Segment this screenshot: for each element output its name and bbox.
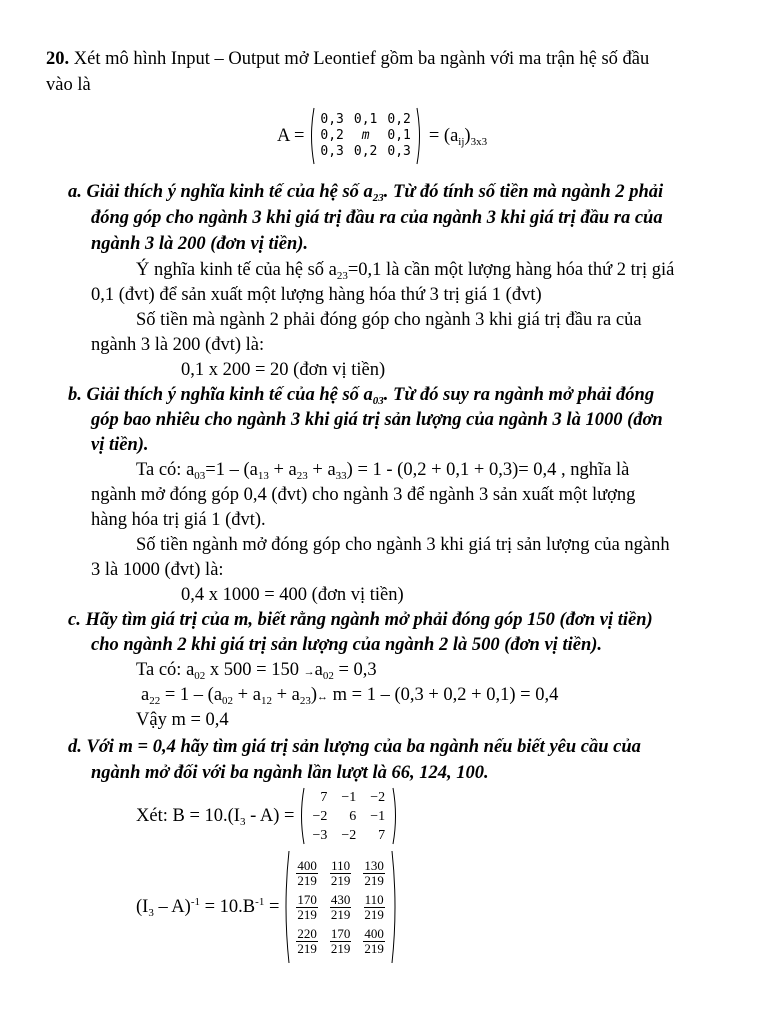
subscript: 03 <box>194 470 206 482</box>
part-a-answer-line-3: Số tiền mà ngành 2 phải đóng góp cho ngành 3 khi giá trị đầu ra của <box>136 310 642 330</box>
right-paren <box>416 107 423 165</box>
sub: 03 <box>372 395 384 407</box>
part-b-answer-line-5: 3 là 1000 (đvt) là: <box>91 560 224 580</box>
superscript: -1 <box>190 895 200 908</box>
subscript: 23 <box>299 695 311 707</box>
fraction-denominator: 219 <box>330 907 351 922</box>
subscript: 23 <box>296 470 308 482</box>
rhs-dim: 3x3 <box>470 135 488 148</box>
text: . Từ đó tính số tiền mà ngành 2 phải <box>383 182 664 202</box>
matrix-cell <box>324 856 358 890</box>
text: x 500 = 150 <box>205 660 304 680</box>
text: + a <box>233 685 261 705</box>
matrix-b-lhs <box>136 806 294 827</box>
problem-intro-line-1 <box>46 47 649 71</box>
sub: 23 <box>372 192 384 204</box>
fraction <box>330 893 352 922</box>
text: Xét: B = 10.(I <box>136 805 240 826</box>
sub: 23 <box>336 270 348 282</box>
part-c-conclusion: Vậy m = 0,4 <box>136 710 229 730</box>
fraction-denominator: 219 <box>297 941 317 956</box>
subscript: 3 <box>148 906 154 919</box>
matrix-cell: m <box>361 128 370 143</box>
rhs-close: ) <box>464 125 471 146</box>
matrix-cell: 0,1 <box>387 128 411 143</box>
subscript: 02 <box>322 670 334 682</box>
subscript: 33 <box>335 470 347 482</box>
matrix-cell <box>324 924 358 958</box>
fraction-numerator: 400 <box>297 858 317 873</box>
part-a-answer-line-2: 0,1 (đvt) để sản xuất một lượng hàng hóa thứ 3 trị giá 1 (đvt) <box>91 285 542 305</box>
matrix-cell: 6 <box>349 808 357 824</box>
problem-intro-line-2: vào là <box>46 75 91 95</box>
text: = 1 – (a <box>160 685 223 705</box>
matrix-a <box>315 112 415 160</box>
superscript: -1 <box>255 895 265 908</box>
text: ) <box>310 685 318 705</box>
inverse-matrix-equation <box>136 850 398 964</box>
text: b. Giải thích ý nghĩa kinh tế của hệ số a <box>68 385 373 405</box>
text: + a <box>271 685 300 705</box>
text: → <box>303 666 315 678</box>
text: - A) = <box>245 805 295 826</box>
fraction-denominator: 219 <box>330 941 351 956</box>
part-a-question-line-2: đóng góp cho ngành 3 khi giá trị đầu ra của ngành 3 khi giá trị đầu ra của <box>91 208 663 228</box>
part-c-question-line-2: cho ngành 2 khi giá trị sản lượng của ngành 2 là 500 (đơn vị tiền). <box>91 635 603 655</box>
matrix-cell: 0,3 <box>320 112 344 127</box>
part-c-answer-line-1 <box>136 658 377 684</box>
matrix-cell: −1 <box>370 808 386 824</box>
fraction-numerator: 110 <box>364 892 384 907</box>
rhs-text: = (a <box>428 125 459 146</box>
subscript: 12 <box>260 695 272 707</box>
subscript: 22 <box>149 695 161 707</box>
matrix-cell: 0,3 <box>387 144 411 159</box>
part-c-question-line-1: c. Hãy tìm giá trị của m, biết rằng ngành mở phải đóng góp 150 (đơn vị tiền) <box>68 610 653 630</box>
part-b-answer-line-1 <box>136 458 629 482</box>
matrix-cell <box>357 890 391 924</box>
part-a-calculation: 0,1 x 200 = 20 (đơn vị tiền) <box>181 360 386 380</box>
rhs-sub: ij <box>458 135 465 148</box>
matrix-cell <box>290 924 324 958</box>
text: – A) <box>153 896 191 917</box>
fraction <box>330 859 352 888</box>
matrix-cell: 0,2 <box>387 112 411 127</box>
text: = 10.B <box>200 896 256 917</box>
part-b-answer-line-4: Số tiền ngành mở đóng góp cho ngành 3 khi giá trị sản lượng của ngành <box>136 535 670 555</box>
fraction-denominator: 219 <box>297 907 317 922</box>
text: m = 1 – (0,3 + 0,2 + 0,1) = 0,4 <box>328 685 559 705</box>
text: . Từ đó suy ra ngành mở phải đóng <box>383 385 655 405</box>
matrix-cell <box>324 890 358 924</box>
fraction-denominator: 219 <box>364 907 384 922</box>
inverse-lhs <box>136 897 279 918</box>
matrix-a-equation <box>277 107 487 165</box>
matrix-cell <box>290 890 324 924</box>
fraction <box>363 927 385 956</box>
part-a-question-line-3: ngành 3 là 200 (đơn vị tiền). <box>91 234 309 254</box>
part-a-question-line-1 <box>68 180 663 204</box>
part-b-question-line-2: góp bao nhiêu cho ngành 3 khi giá trị sản lượng của ngành 3 là 1000 (đơn <box>91 410 663 430</box>
text: = 0,3 <box>333 660 377 680</box>
matrix-cell: −2 <box>370 789 386 805</box>
problem-intro-text: Xét mô hình Input – Output mở Leontief gồm ba ngành với ma trận hệ số đầu <box>69 49 650 69</box>
matrix-cell: 0,2 <box>320 128 344 143</box>
fraction <box>296 893 318 922</box>
matrix-a-rhs <box>429 126 487 147</box>
matrix-b-equation <box>136 787 399 845</box>
part-b-answer-line-3: hàng hóa trị giá 1 (đvt). <box>91 510 266 530</box>
left-paren <box>298 787 305 845</box>
matrix-cell <box>290 856 324 890</box>
part-b-question-line-3: vị tiền). <box>91 435 149 455</box>
part-d-question-line-1: d. Với m = 0,4 hãy tìm giá trị sản lượng của ba ngành nếu biết yêu cầu của <box>68 737 641 757</box>
matrix-cell <box>357 856 391 890</box>
text: Ý nghĩa kinh tế của hệ số a <box>136 260 337 280</box>
fraction-denominator: 219 <box>364 941 384 956</box>
matrix-cell: −1 <box>341 789 357 805</box>
text: a. Giải thích ý nghĩa kinh tế của hệ số a <box>68 182 373 202</box>
matrix-cell: 7 <box>320 789 328 805</box>
text: Ta có: a <box>136 460 195 480</box>
fraction-numerator: 430 <box>330 892 351 907</box>
text: a <box>141 685 150 705</box>
matrix-cell <box>357 924 391 958</box>
matrix-cell: −2 <box>312 808 328 824</box>
part-a-answer-line-1 <box>136 258 674 282</box>
problem-number: 20. <box>46 49 70 69</box>
matrix-cell: 7 <box>378 827 386 843</box>
fraction <box>296 927 318 956</box>
fraction <box>363 893 385 922</box>
text: Ta có: a <box>136 660 195 680</box>
fraction-numerator: 400 <box>364 926 384 941</box>
subscript: 02 <box>222 695 234 707</box>
text: =1 – (a <box>205 460 258 480</box>
fraction <box>363 859 385 888</box>
text: + a <box>268 460 297 480</box>
part-b-answer-line-2: ngành mở đóng góp 0,4 (đvt) cho ngành 3 để ngành 3 sản xuất một lượng <box>91 485 636 505</box>
part-b-question-line-1 <box>68 383 654 407</box>
fraction-denominator: 219 <box>364 873 384 888</box>
part-d-question-line-2: ngành mở đối với ba ngành lần lượt là 66, 124, 100. <box>91 763 489 783</box>
right-paren <box>391 850 398 964</box>
fraction-numerator: 110 <box>331 858 351 873</box>
fraction-denominator: 219 <box>297 873 317 888</box>
right-paren <box>392 787 399 845</box>
left-paren <box>283 850 290 964</box>
matrix-cell: 0,3 <box>320 144 344 159</box>
matrix-cell: 0,1 <box>353 112 378 127</box>
text: + a <box>307 460 336 480</box>
text: (I <box>136 896 149 917</box>
fraction <box>330 927 352 956</box>
subscript: 02 <box>194 670 206 682</box>
part-c-answer-line-2 <box>141 683 558 709</box>
fraction-numerator: 220 <box>297 926 317 941</box>
left-paren <box>308 107 315 165</box>
fraction-numerator: 170 <box>330 926 351 941</box>
fraction <box>296 859 318 888</box>
matrix-cell: −3 <box>312 827 328 843</box>
part-a-answer-line-4: ngành 3 là 200 (đvt) là: <box>91 335 265 355</box>
matrix-a-lhs: A = <box>277 125 305 146</box>
part-b-calculation: 0,4 x 1000 = 400 (đơn vị tiền) <box>181 585 404 605</box>
fraction-numerator: 130 <box>364 858 384 873</box>
text: = <box>264 896 280 917</box>
subscript: 13 <box>257 470 269 482</box>
inverse-matrix <box>290 856 391 958</box>
fraction-denominator: 219 <box>330 873 351 888</box>
subscript: 3 <box>239 815 246 828</box>
matrix-cell: 0,2 <box>353 144 378 159</box>
text: a <box>314 660 323 680</box>
text: =0,1 là cần một lượng hàng hóa thứ 2 trị giá <box>347 260 675 280</box>
fraction-numerator: 170 <box>297 892 317 907</box>
matrix-b <box>305 788 392 845</box>
text: ↔ <box>317 691 329 703</box>
matrix-cell: −2 <box>341 827 357 843</box>
text: ) = 1 - (0,2 + 0,1 + 0,3)= 0,4 , nghĩa là <box>346 460 630 480</box>
